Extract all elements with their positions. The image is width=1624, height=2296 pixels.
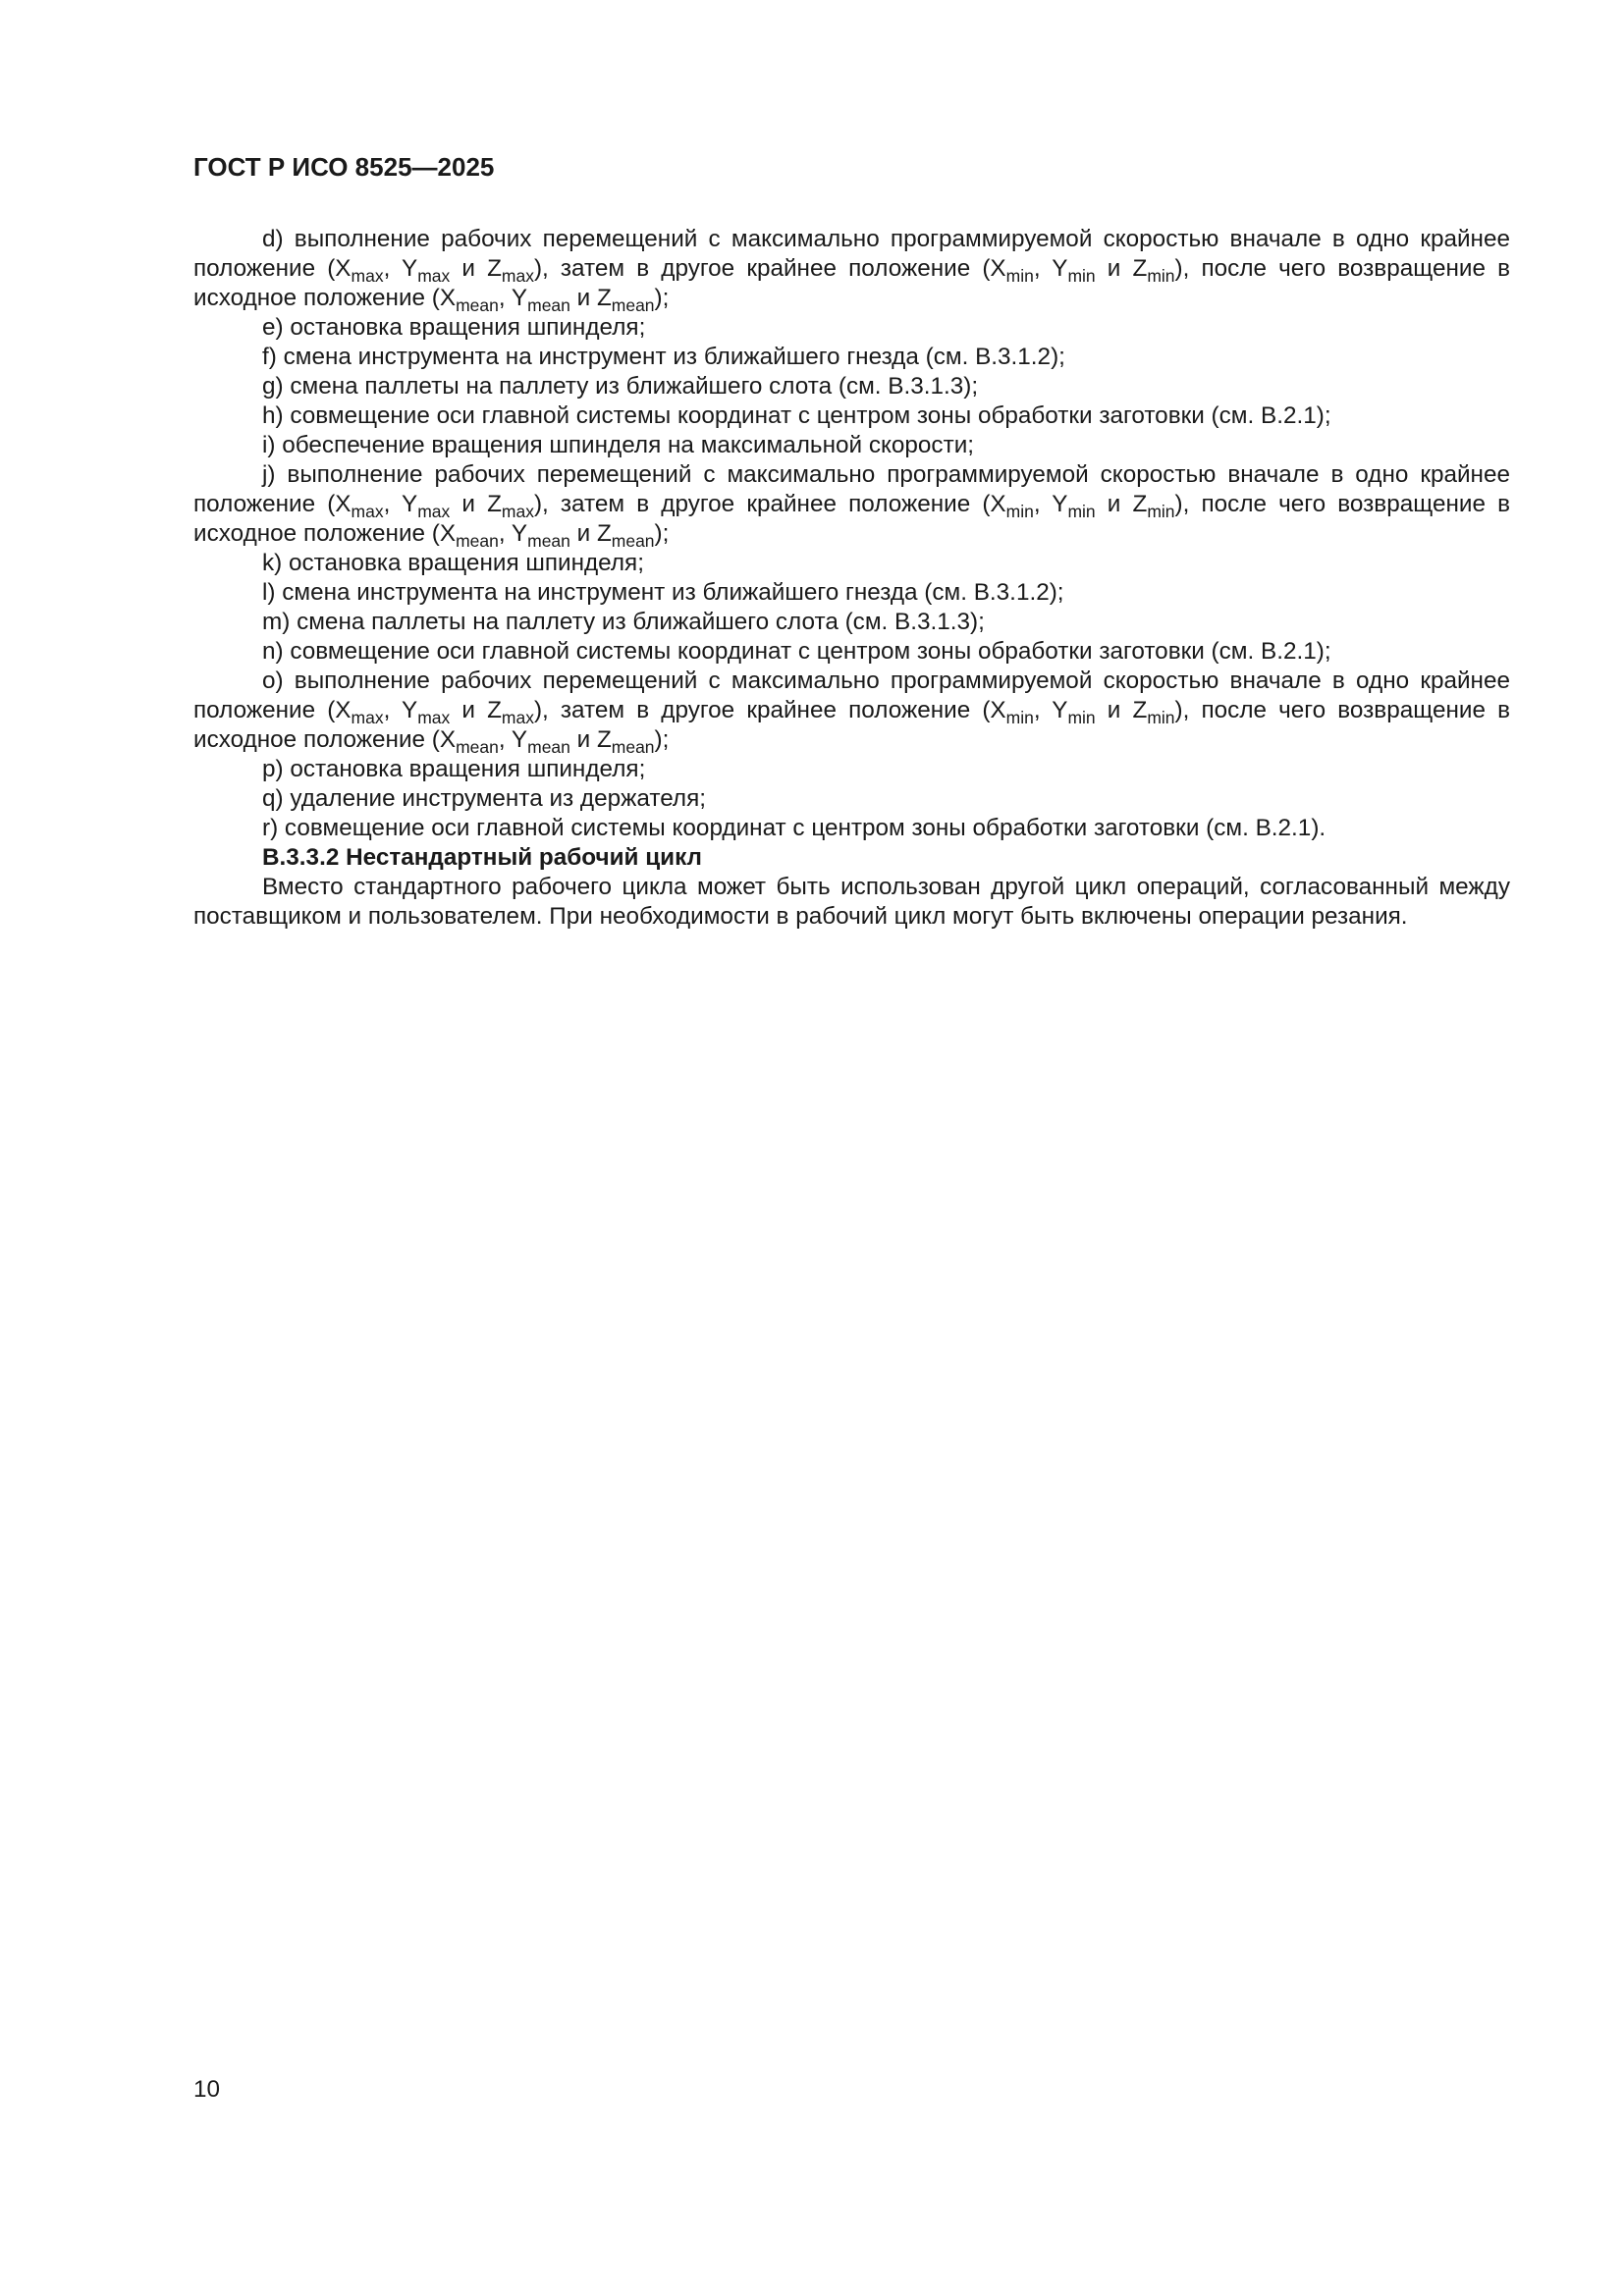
subscript: min xyxy=(1067,266,1096,287)
text-run: ), после чего возвращение в исходное положение (X xyxy=(193,697,1510,753)
text-run: и Z xyxy=(450,255,502,282)
text-run: n) совмещение оси главной системы координат с центром зоны обработки заготовки (см. В.2.1); xyxy=(262,638,1331,665)
paragraph-item-j xyxy=(193,460,1510,552)
text-run: ); xyxy=(654,520,670,547)
text-run: ), после чего возвращение в исходное положение (X xyxy=(193,255,1510,311)
text-run: , Y xyxy=(1033,697,1068,723)
text-run: и Z xyxy=(569,285,612,311)
text-run: и Z xyxy=(569,726,612,753)
text-run: o) выполнение рабочих перемещений с максимально программируемой скоростью вначале в одно крайнее положение (X xyxy=(193,667,1510,723)
text-run: В.3.3.2 Нестандартный рабочий цикл xyxy=(262,844,702,871)
paragraph-item-q xyxy=(193,784,1510,814)
text-run: r) совмещение оси главной системы координат с центром зоны обработки заготовки (см. В.2.1). xyxy=(262,815,1326,841)
text-run: ); xyxy=(654,726,670,753)
subscript: max xyxy=(351,708,384,728)
subscript: mean xyxy=(527,737,570,758)
subscript: min xyxy=(1067,708,1096,728)
subscript: mean xyxy=(611,737,655,758)
paragraph-item-r xyxy=(193,814,1510,843)
text-run: , Y xyxy=(498,520,528,547)
subscript: mean xyxy=(456,295,499,316)
text-run: , Y xyxy=(383,697,418,723)
paragraph-item-i xyxy=(193,431,1510,460)
paragraph-item-g xyxy=(193,372,1510,401)
subscript: min xyxy=(1147,502,1175,522)
subscript: max xyxy=(501,266,534,287)
paragraph-item-nonstandard xyxy=(193,873,1510,932)
subscript: max xyxy=(417,502,451,522)
text-run: i) обеспечение вращения шпинделя на максимальной скорости; xyxy=(262,432,975,458)
subscript: max xyxy=(417,266,451,287)
paragraph-item-o xyxy=(193,667,1510,758)
text-run: ), затем в другое крайнее положение (X xyxy=(533,491,1006,517)
subscript: max xyxy=(501,708,534,728)
subscript: min xyxy=(1005,708,1034,728)
subscript: mean xyxy=(456,531,499,552)
text-run: j) выполнение рабочих перемещений с максимально программируемой скоростью вначале в одно крайнее положение (X xyxy=(193,461,1510,517)
section-heading xyxy=(193,843,1510,873)
text-run: ), после чего возвращение в исходное положение (X xyxy=(193,491,1510,547)
paragraph-item-f xyxy=(193,343,1510,372)
text-run: , Y xyxy=(1033,491,1068,517)
text-run: f) смена инструмента на инструмент из ближайшего гнезда (см. В.3.1.2); xyxy=(262,344,1065,370)
subscript: min xyxy=(1147,708,1175,728)
text-run: , Y xyxy=(498,726,528,753)
document-header: ГОСТ Р ИСО 8525—2025 xyxy=(193,152,495,182)
text-run: h) совмещение оси главной системы координат с центром зоны обработки заготовки (см. В.2.1); xyxy=(262,402,1331,429)
subscript: min xyxy=(1147,266,1175,287)
text-run: k) остановка вращения шпинделя; xyxy=(262,550,644,576)
paragraph-item-h xyxy=(193,401,1510,431)
subscript: mean xyxy=(527,295,570,316)
subscript: min xyxy=(1067,502,1096,522)
subscript: max xyxy=(351,266,384,287)
text-run: и Z xyxy=(569,520,612,547)
subscript: min xyxy=(1005,502,1034,522)
subscript: max xyxy=(351,502,384,522)
text-run: и Z xyxy=(450,491,502,517)
text-run: и Z xyxy=(1095,697,1148,723)
paragraph-item-e xyxy=(193,313,1510,343)
paragraph-item-d xyxy=(193,225,1510,316)
subscript: max xyxy=(501,502,534,522)
text-run: e) остановка вращения шпинделя; xyxy=(262,314,646,341)
text-run: и Z xyxy=(1095,255,1148,282)
text-run: q) удаление инструмента из держателя; xyxy=(262,785,707,812)
paragraph-item-l xyxy=(193,578,1510,608)
text-run: Вместо стандартного рабочего цикла может быть использован другой цикл операций, согласованный между поставщиком и пользователем. При необходимости в рабочий цикл могут быть включены операции резания. xyxy=(193,874,1510,930)
text-run: , Y xyxy=(498,285,528,311)
text-run: d) выполнение рабочих перемещений с максимально программируемой скоростью вначале в одно крайнее положение (X xyxy=(193,226,1510,282)
page-number: 10 xyxy=(193,2076,221,2103)
text-run: , Y xyxy=(383,255,418,282)
text-run: и Z xyxy=(450,697,502,723)
text-run: ); xyxy=(654,285,670,311)
text-run: m) смена паллеты на паллету из ближайшего слота (см. В.3.1.3); xyxy=(262,609,985,635)
text-run: , Y xyxy=(1033,255,1068,282)
paragraph-item-p xyxy=(193,755,1510,784)
subscript: mean xyxy=(611,295,655,316)
subscript: mean xyxy=(527,531,570,552)
text-run: l) смена инструмента на инструмент из ближайшего гнезда (см. В.3.1.2); xyxy=(262,579,1064,606)
text-run: , Y xyxy=(383,491,418,517)
text-run: g) смена паллеты на паллету из ближайшего слота (см. В.3.1.3); xyxy=(262,373,979,400)
subscript: max xyxy=(417,708,451,728)
subscript: mean xyxy=(456,737,499,758)
text-run: ), затем в другое крайнее положение (X xyxy=(533,255,1006,282)
paragraph-item-m xyxy=(193,608,1510,637)
paragraph-item-k xyxy=(193,549,1510,578)
subscript: mean xyxy=(611,531,655,552)
text-run: и Z xyxy=(1095,491,1148,517)
body-text xyxy=(193,225,1510,932)
text-run: p) остановка вращения шпинделя; xyxy=(262,756,646,782)
paragraph-item-n xyxy=(193,637,1510,667)
text-run: ), затем в другое крайнее положение (X xyxy=(533,697,1006,723)
subscript: min xyxy=(1005,266,1034,287)
